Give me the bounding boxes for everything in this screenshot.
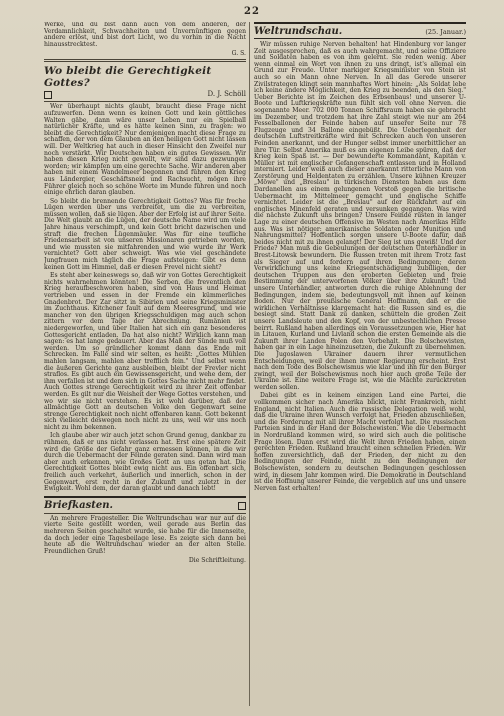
briefkasten-signature: Die Schriftleitung. — [188, 557, 246, 565]
weltrundschau-header — [254, 22, 466, 39]
briefkasten-text: An mehrere Fragesteller. Die Weltrundschau war nur auf die vierte Seite gestellt worden, weil gerade aus Berlin das mehreren Seiten geschaltet wurde, sie habe für die Innenseite, da doch jeder eine Tagesbeilage lese. Es zeigte sich dann bei heute ab die Weltrundschau wieder an der alten Stelle. Freundlichen Gruß! — [44, 514, 246, 555]
ornament-box-icon — [238, 502, 246, 510]
intro-paragraph: Werke, und du bist dann auch von dem anderen, der Verdamnlichkeit, Schwachheiten und Unvernünftigen gegen andere erlöst, und bist dort Licht, wo du vorhin in die Nacht hinausstrecktest. — [44, 22, 246, 48]
article-byline — [44, 90, 246, 99]
article-author: D. J. Schöll — [207, 90, 246, 99]
briefkasten-header — [44, 496, 246, 511]
intro-signature: G. S. — [231, 50, 246, 58]
headline-rule — [44, 101, 246, 102]
section-date: (25. Januar.) — [425, 28, 466, 36]
briefkasten-rule — [44, 513, 246, 514]
page-number: 22 — [244, 6, 260, 17]
section-title: Weltrundschau. — [254, 26, 343, 37]
briefkasten-title: Briefkasten. — [44, 499, 113, 511]
article-paragraph-4: Ich glaube aber wir auch jetzt schon Grund genug, dankbar zu rühmen, daß er uns nicht verlassen hat. Erst eine spätere Zeit wird die Größe der Gefahr ganz ermessen können, in die wir durch die Uebermacht der Feinde geraten sind. Dann wird man aber auch erkennen, wie Großes Gott an uns getan hat. Die Gerechtigkeit Gottes bleibt ewig nicht aus. Ein offenbart sich, freilich auch verkehrt, äußerlich und innerlich, schon in der Gegenwart, erst recht in der Zukunft und zuletzt in der Ewigkeit. Wohl dem, der daran glaubt und danach lebt! — [44, 432, 246, 493]
article-headline: Wo bleibt die Gerechtigkeit Gottes? — [44, 65, 212, 90]
ornament-box-icon — [44, 91, 52, 99]
article-paragraph-2: So bleibt die brennende Gerechtigkeit Gottes? Was für freche Lügen werden über uns verbreitet, um die zu verbreiten, müssen wollen, daß sie lügen. Aber der Erfolg ist auf ihrer Seite. Die Welt glaubt an die Lügen, der deutsche Name wird um viele Jahre hinaus verschimpft, und kein Gott bricht dazwischen und straft die frechen Lügenmäuler. Was für eine teufliche Friedensarbeit ist von unseren Missionaren getrieben worden, und wie mussten sie mitfahrenden und wie wurde ihr Werk vernichtet? Gott aber schweigt. Was wie viel geschändete Jungfrauen mich täglich die Frage aufsteigen: Gibt es denn keinen Gott im Himmel, daß er diesen Frevel nicht sieht? — [44, 197, 246, 271]
left-column — [44, 22, 246, 708]
column-divider — [249, 22, 250, 706]
right-column — [254, 22, 466, 708]
rundschau-paragraph-1: Wir müssen ruhige Nerven behalten! hat Hindenburg vor langer Zeit ausgesprochen, daß es auch wahrgemacht, und seine Offiziere und Soldaten haben es von ihm gelernt. Sie reden wenig. Aber wenn einmal ein Wort von ihnen zu uns dringt, ist's allemal ein Grund zur Freude. Unter markiger Kriegsminister von Stein ist auch so ein Mann ohne Nerven. In all das Gerede unserer Zivilstrategen klingt sein mannhaftes Wort hinein: „Als Soldat lebe ich keine andere Möglichkeit, den Krieg zu beenden, als den Sieg." Ueber Berichte ist im Zeichen des Erbsenbaus! und unserer U-Boote und Luftkriegskräfte nun fühlt sich voll ohne Nerven. die sogenannte Meer. 702 000 Tonnen Schiffsraum haben sie gebracht im Dezember, und trotzdem hat ihre Zahl steigt wie nur am 264 Fesselballonen der Feinde haben auf unserer Seite nur 78 Flugzeuge und 34 Ballone eingebüßt. Die Ueberlegenheit der deutschen Luftstreitkräfte wird mit Schrecken auch von unseren Feinden anerkannt, und der Hunger selbst immer unerbittlicher an ihre Tür. Selbst Amerika muß es am eigenen Leibe spüren, daß der Krieg kein Spaß ist. — Der bewunderte Kommandant, Kapitän v. Müller ist mit englischer Gefangenschaft entlassen und in Holland interniert. Leider weiß auch dieser anerkannt ritterliche Mann von Zerstörung und Heldentaten zu erzählen. Unsere kühnen Kreuzer „Möwe" und „Breslau" in türkischen Diensten haben aus dem Dardanellen aus einem gelungenen Vorstoß gegen die britische Uebermacht im Mittelmeer gemacht und englische Schiffe vernichtet. Leider ist die „Breslau" auf der Rückfahrt auf ein englisches Minenfeld geraten und versunken gegangen. Was wird die nächste Zukunft uns bringen? Unsere Feinde rüsten in langer Lage zu einer deutschen Offensive im Westen nach Amerikas Hilfe aus. Was ist nötiger: amerikanische Soldaten oder Munition und Nahrungsmittel? Hoffentlich sorgen unsere U-Boote dafür, daß beides nicht mit zu ihnen gelangt! Der Sieg ist uns gewiß! Und der Friede? Man muß die Gebeulungen der deutschen Unterhändler in Brest-Litowsk bewundern. Die Russen treten mit ihrem Trotz fast als Sieger auf und fordern auf ihren Bedingungen; deren Verwirklichung uns keine Kriegsentschädigung zubilligen, der deutschen Truppen aus den eroberten Gebieten und freie Bestimmung der unterworfenen Völker über ihre Zukunft! Und unsere Unterhändler, antworten durch die ruhige Ablehnung der Bedingungen, indem sie, bedeutungsvoll mit ihnen auf keinen Boden. Nur der preußische General Hoffmann, daß er die wirklichen Verhältnisse klargemacht hat: die Russen sind es, die besiegt sind. Statt Dank zu danken, schütteln die großen Zeit unsere Landsleute und den Kopf, von der unbestechlichen Presse beirrt. Rußland haben allerdings ein Voraussetzungen wie, Hier hat in Litauen, Kurland und Livland schon die ersten Gemeinde als die Zukunft ihrer Landen Polen den Vorbehalt. Die Bolschewisten, haben gar in ein Lage hineinzusetzen, die Zukunft zu übernehmen. Die Jugoslawen Ukrainer dauern ihrer vermutlichen Entscheidungen, weil der ihnen immer Regierung erscheint. Erst nach dem Tode des Bolschewismus wie klar und ihn für den Bürger zwingt, weil der Bolschewismus noch hier auch große Teile der Ukraine ist. Eine weitere Frage ist, wie die Mächte zurücktreten werden sollen. — [254, 41, 466, 391]
article-paragraph-3: Es steht aber keineswegs so, daß wir von Gottes Gerechtigkeit nichts wahrnehmen könnten! Die Serben, die freventlich den Krieg heraufbeschworen haben, sind von Haus und Heimat vertrieben und essen in der Fremde ein kümmerliches Gnadenbrot. Der Zar sitzt in Sibirien und seine Kriegsminister im Zuchthaus. Kitchener fault auf dem Meeresgrund, und wie mancher von den übrigen Kriegsschuldigen mag auch schon zittern vor dem Tage der Abrechnung. Rumänien ist niedergeworfen, und über Italien hat sich ein ganz besonderes Gottesgericht entladen. Da hat also nicht? Wirklich kann man sagen: es hat lange gedauert. Aber das Maß der Sünde muß voll werden. Um so gründlicher kommt dann das Ende mit Schrecken. Im Falle sind wir selten, es heißt: „Gottes Mühlen mahlen langsam, mahlen aber trefflich fein." Und selbst wenn die äußeren Gerichte ganz ausbleiben, bleibt der Frevler nicht straflos. Es gibt auch ein Gewissensgericht, und wehe dem, der ihm verfallen ist und dem sich in Gottes Sache nicht mehr findet. Auch Gottes strenge Gerechtigkeit wird zu ihrer Zeit offenbar werden. Es gilt nur die Weisheit der Wege Gottes verstehen, und wo wir sie nicht verstehen. Es ist wohl darüber, daß der allmächtige Gott an deutschen Volke den Gegenwart seine strenge Gerechtigkeit noch nicht offenbaren kann. Gott bekennt sich vielleicht deswegen noch nicht zu uns, weil wir uns noch nicht zu ihm bekennen. — [44, 272, 246, 431]
rundschau-paragraph-2: Dabei gibt es in keinem einzigen Land eine Partei, die vollkommen sicher nach Amerika blickt, nicht Frankreich, nicht England, nicht Italien. Auch die russische Delegation weiß wohl, daß die Ukraine ihren Wunsch verfolgt hat, Frieden abzuschließen, und die Forderung mit all ihrer Macht verfolgt hat. Die russischen Parteien sind in der Hand der Bolschewisten. Wie die Uebermacht in Nordrußland kommen wird, so wird sich auch die politische Frage lösen. Dann erst wird die Welt ihren Frieden haben, einen gerechten Frieden. Rußland braucht einen schnellen Frieden. Wir hoffen zuversichtlich, daß der Frieden, der nicht zu den Bedingungen der Feinde, nicht zu den Bedingungen der Bolschewisten, sondern zu deutschen Bedingungen geschlossen wird, in diesem Jahr kommen wird. Die Demokratie in Deutschland ist die Hoffnung unserer Feinde, die vergeblich auf uns und unsere Nerven fast erhalten! — [254, 392, 466, 492]
article-paragraph-1: Wer überhaupt nichts glaubt, braucht diese Frage nicht aufzuwerfen. Denn wenn es keinen Gott und kein göttliches Walten gäbe, dann wäre unser Leben nur ein Spielball natürlicher Kräfte, und es hätte keinen Sinn, zu fragen: wo bleibt die Gerechtigkeit? Nur demjenigen macht diese Frage zu schaffen, der von dem Glauben an den heiligen Gott nicht lassen will. Der Weltkrieg hat auch in dieser Hinsicht den Zweifel nur noch verstärkt. Wir Deutschen haben ein gutes Gewissen. Wir haben diesen Krieg nicht gewollt, wir sind dazu gezwungen worden; wir kämpfen um eine gerechte Sache. Wir anderen aber haben mit einem Wandelmeer begonnen und führen den Krieg aus Ländergier, Geschäftsneid und Rachsucht, mögen ihre Führer gleich noch so schöne Worte im Munde führen und noch einige ehrlich daran glauben. — [44, 103, 246, 197]
article-separator — [44, 59, 246, 62]
